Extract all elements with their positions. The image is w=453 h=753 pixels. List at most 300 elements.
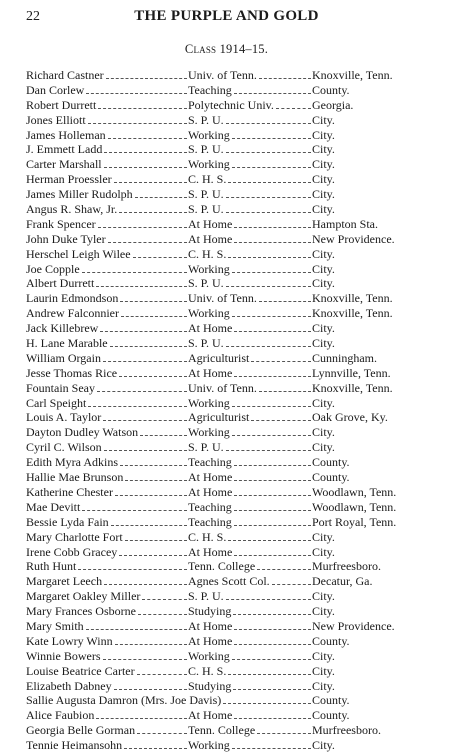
student-location-cell	[312, 306, 446, 321]
dot-leader	[125, 480, 187, 481]
student-location: New Providence.	[312, 231, 395, 246]
student-occupation: Polytechnic Univ.	[188, 97, 274, 112]
dot-leader	[119, 376, 187, 377]
student-name-cell	[26, 738, 188, 753]
student-location: City.	[312, 440, 335, 455]
roster-entry	[26, 649, 446, 664]
student-location-cell	[312, 634, 446, 649]
dot-leader	[104, 152, 187, 153]
student-name-cell	[26, 470, 188, 485]
roster-entry	[26, 381, 446, 396]
student-name-cell	[26, 440, 188, 455]
student-occupation: Univ. of Tenn.	[188, 291, 257, 306]
student-occupation-cell	[188, 247, 312, 262]
student-name: Dan Corlew	[26, 82, 85, 97]
student-location-cell	[312, 381, 446, 396]
roster-entry	[26, 172, 446, 187]
student-location: City.	[312, 187, 335, 202]
student-occupation: C. H. S.	[188, 663, 227, 678]
roster-entry	[26, 291, 446, 306]
roster-entry	[26, 262, 446, 277]
dot-leader	[106, 78, 187, 79]
student-name-cell	[26, 157, 188, 172]
dot-leader	[142, 599, 187, 600]
student-location-cell	[312, 574, 446, 589]
student-occupation: Working	[188, 306, 230, 321]
student-name-cell	[26, 306, 188, 321]
dot-leader	[272, 584, 311, 585]
student-name-cell	[26, 113, 188, 128]
student-occupation-cell	[188, 217, 312, 232]
student-location: City.	[312, 112, 335, 127]
dot-leader	[114, 689, 187, 690]
student-occupation-cell	[188, 604, 312, 619]
dot-leader	[226, 286, 311, 287]
dot-leader	[251, 420, 311, 421]
student-occupation-cell	[188, 381, 312, 396]
student-name-cell	[26, 83, 188, 98]
dot-leader	[232, 138, 311, 139]
student-occupation: Agriculturist	[188, 410, 250, 425]
student-location-cell	[312, 276, 446, 291]
dot-leader	[257, 569, 311, 570]
roster-entry	[26, 530, 446, 545]
student-occupation-cell	[188, 142, 312, 157]
student-name: Edith Myra Adkins	[26, 455, 118, 470]
class-heading: Class 1914–15.	[184, 42, 269, 56]
student-location-cell	[312, 83, 446, 98]
student-name-cell	[26, 142, 188, 157]
student-location-cell	[312, 530, 446, 545]
dot-leader	[232, 316, 311, 317]
roster-entry	[26, 321, 446, 336]
student-location-cell	[312, 440, 446, 455]
dot-leader	[115, 495, 187, 496]
student-location: Murfreesboro.	[312, 723, 381, 738]
roster-entry	[26, 500, 446, 515]
roster-entry	[26, 113, 446, 128]
student-occupation-cell	[188, 574, 312, 589]
dot-leader	[226, 123, 311, 124]
student-location: City.	[312, 261, 335, 276]
student-occupation-cell	[188, 113, 312, 128]
student-name: Dayton Dudley Watson	[26, 425, 139, 440]
student-name: Carl Speight	[26, 395, 87, 410]
dot-leader	[232, 272, 311, 273]
student-occupation-cell	[188, 306, 312, 321]
student-location: Lynnville, Tenn.	[312, 365, 391, 380]
student-name: Ruth Hunt	[26, 559, 77, 574]
roster-entry	[26, 142, 446, 157]
student-name: John Duke Tyler	[26, 231, 106, 246]
student-name: H. Lane Marable	[26, 336, 108, 351]
dot-leader	[100, 331, 187, 332]
student-name-cell	[26, 172, 188, 187]
dot-leader	[137, 733, 187, 734]
student-occupation: S. P. U.	[188, 440, 224, 455]
dot-leader	[226, 197, 311, 198]
class-roster	[26, 68, 446, 753]
dot-leader	[226, 212, 311, 213]
student-name-cell	[26, 708, 188, 723]
student-name-cell	[26, 723, 188, 738]
student-occupation-cell	[188, 664, 312, 679]
student-location: City.	[312, 589, 335, 604]
roster-entry	[26, 723, 446, 738]
dot-leader	[228, 182, 311, 183]
student-occupation: Studying	[188, 604, 232, 619]
student-occupation: Studying	[188, 678, 232, 693]
student-location: Knoxville, Tenn.	[312, 306, 393, 321]
dot-leader	[140, 435, 187, 436]
roster-entry	[26, 128, 446, 143]
student-occupation: Univ. of Tenn.	[188, 380, 257, 395]
student-location: City.	[312, 395, 335, 410]
student-name: Bessie Lyda Fain	[26, 514, 109, 529]
dot-leader	[234, 93, 311, 94]
student-location-cell	[312, 515, 446, 530]
student-name-cell	[26, 664, 188, 679]
student-name-cell	[26, 336, 188, 351]
student-name: Mary Smith	[26, 618, 84, 633]
dot-leader	[234, 227, 311, 228]
student-name: Fountain Seay	[26, 380, 95, 395]
student-name: Richard Castner	[26, 68, 104, 82]
student-name-cell	[26, 247, 188, 262]
student-name: Carter Marshall	[26, 157, 102, 172]
student-name-cell	[26, 604, 188, 619]
student-location-cell	[312, 172, 446, 187]
student-occupation: Teaching	[188, 455, 232, 470]
student-name: Andrew Falconnier	[26, 306, 119, 321]
student-name: Jesse Thomas Rice	[26, 365, 118, 380]
student-occupation-cell	[188, 634, 312, 649]
student-name-cell	[26, 679, 188, 694]
student-location: New Providence.	[312, 618, 395, 633]
roster-entry	[26, 619, 446, 634]
student-occupation-cell	[188, 202, 312, 217]
roster-entry	[26, 559, 446, 574]
roster-entry	[26, 515, 446, 530]
dot-leader	[233, 614, 311, 615]
student-location-cell	[312, 247, 446, 262]
student-location-cell	[312, 470, 446, 485]
student-occupation: Working	[188, 648, 230, 663]
student-location: City.	[312, 678, 335, 693]
student-occupation-cell	[188, 187, 312, 202]
dot-leader	[120, 301, 187, 302]
student-name-cell	[26, 559, 188, 574]
dot-leader	[98, 227, 187, 228]
student-location: City.	[312, 142, 335, 157]
student-location-cell	[312, 262, 446, 277]
student-location-cell	[312, 202, 446, 217]
dot-leader	[223, 703, 311, 704]
dot-leader	[232, 748, 311, 749]
dot-leader	[114, 182, 187, 183]
student-occupation-cell	[188, 455, 312, 470]
dot-leader	[121, 316, 187, 317]
student-location: Woodlawn, Tenn.	[312, 499, 397, 514]
dot-leader	[137, 674, 187, 675]
dot-leader	[115, 644, 187, 645]
student-name: Jones Elliott	[26, 112, 86, 127]
student-name: Angus R. Shaw, Jr.	[26, 202, 118, 217]
dot-leader	[82, 272, 187, 273]
roster-entry	[26, 589, 446, 604]
dot-leader	[104, 450, 187, 451]
dot-leader	[234, 376, 311, 377]
dot-leader	[232, 659, 311, 660]
dot-leader	[119, 212, 187, 213]
student-name: Cyril C. Wilson	[26, 440, 102, 455]
student-occupation-cell	[188, 68, 312, 83]
student-name: Jack Killebrew	[26, 321, 99, 336]
student-location-cell	[312, 649, 446, 664]
student-name: J. Emmett Ladd	[26, 142, 103, 157]
dot-leader	[88, 123, 187, 124]
dot-leader	[234, 644, 311, 645]
dot-leader	[110, 346, 187, 347]
student-occupation: Working	[188, 425, 230, 440]
student-occupation: Univ. of Tenn.	[188, 68, 257, 82]
student-occupation: At Home	[188, 216, 233, 231]
student-occupation-cell	[188, 708, 312, 723]
student-occupation: S. P. U.	[188, 276, 224, 291]
student-location: City.	[312, 663, 335, 678]
student-occupation: At Home	[188, 231, 233, 246]
dot-leader	[234, 525, 311, 526]
dot-leader	[232, 167, 311, 168]
student-location: City.	[312, 276, 335, 291]
student-name: Mae Devitt	[26, 499, 81, 514]
student-occupation-cell	[188, 619, 312, 634]
student-location: Knoxville, Tenn.	[312, 68, 393, 82]
student-location: Woodlawn, Tenn.	[312, 484, 397, 499]
dot-leader	[103, 420, 187, 421]
dot-leader	[226, 346, 311, 347]
student-occupation: At Home	[188, 708, 233, 723]
student-location-cell	[312, 425, 446, 440]
student-name: Margaret Leech	[26, 574, 103, 589]
student-name: Sallie Augusta Damron (Mrs. Joe Davis)	[26, 693, 222, 708]
student-location: City.	[312, 127, 335, 142]
student-location-cell	[312, 142, 446, 157]
student-name: Herschel Leigh Wilee	[26, 246, 131, 261]
student-name-cell	[26, 693, 312, 708]
student-name-cell	[26, 396, 188, 411]
student-occupation: S. P. U.	[188, 336, 224, 351]
student-name: Alice Faubion	[26, 708, 95, 723]
student-name: Herman Proessler	[26, 172, 112, 187]
student-name: Frank Spencer	[26, 216, 96, 231]
student-occupation-cell	[188, 500, 312, 515]
student-occupation: Teaching	[188, 82, 232, 97]
student-occupation-cell	[188, 589, 312, 604]
dot-leader	[124, 748, 187, 749]
student-location-cell	[312, 455, 446, 470]
student-location-cell	[312, 321, 446, 336]
student-location: City.	[312, 321, 335, 336]
student-location: City.	[312, 246, 335, 261]
roster-entry	[26, 693, 446, 708]
roster-entry	[26, 708, 446, 723]
student-name-cell	[26, 545, 188, 560]
student-occupation: Tenn. College	[188, 723, 256, 738]
dot-leader	[234, 465, 311, 466]
student-name-cell	[26, 381, 188, 396]
dot-leader	[96, 286, 187, 287]
dot-leader	[120, 465, 187, 466]
student-location-cell	[312, 396, 446, 411]
student-name-cell	[26, 530, 188, 545]
student-occupation: Working	[188, 738, 230, 753]
student-location: City.	[312, 738, 335, 753]
student-name: Mary Frances Osborne	[26, 604, 136, 619]
student-name-cell	[26, 425, 188, 440]
roster-entry	[26, 634, 446, 649]
student-location-cell	[312, 217, 446, 232]
student-name: Irene Cobb Gracey	[26, 544, 118, 559]
student-occupation-cell	[188, 530, 312, 545]
student-name: Hallie Mae Brunson	[26, 470, 124, 485]
student-name-cell	[26, 98, 188, 113]
student-location: Georgia.	[312, 97, 354, 112]
roster-entry	[26, 410, 446, 425]
dot-leader	[119, 555, 187, 556]
student-location-cell	[312, 157, 446, 172]
student-occupation: At Home	[188, 484, 233, 499]
roster-entry	[26, 247, 446, 262]
dot-leader	[232, 406, 311, 407]
student-occupation-cell	[188, 410, 312, 425]
student-location: City.	[312, 425, 335, 440]
roster-entry	[26, 157, 446, 172]
dot-leader	[133, 257, 187, 258]
student-occupation-cell	[188, 649, 312, 664]
student-occupation-cell	[188, 336, 312, 351]
roster-entry	[26, 306, 446, 321]
roster-entry	[26, 202, 446, 217]
student-location-cell	[312, 559, 446, 574]
student-location: Hampton Sta.	[312, 216, 378, 231]
dot-leader	[125, 540, 187, 541]
roster-entry	[26, 336, 446, 351]
student-name-cell	[26, 217, 188, 232]
student-occupation: At Home	[188, 618, 233, 633]
dot-leader	[226, 599, 311, 600]
roster-entry	[26, 574, 446, 589]
student-location-cell	[312, 68, 446, 83]
student-occupation-cell	[188, 545, 312, 560]
student-occupation: C. H. S.	[188, 246, 227, 261]
dot-leader	[78, 569, 187, 570]
student-name-cell	[26, 68, 188, 83]
roster-entry	[26, 396, 446, 411]
dot-leader	[234, 510, 311, 511]
student-location-cell	[312, 664, 446, 679]
student-location: City.	[312, 544, 335, 559]
dot-leader	[86, 93, 187, 94]
student-name: Mary Charlotte Fort	[26, 529, 123, 544]
dot-leader	[228, 674, 311, 675]
student-occupation: At Home	[188, 470, 233, 485]
student-location: City.	[312, 336, 335, 351]
roster-entry	[26, 470, 446, 485]
student-occupation: Working	[188, 395, 230, 410]
student-name-cell	[26, 649, 188, 664]
roster-entry	[26, 425, 446, 440]
student-location: Knoxville, Tenn.	[312, 291, 393, 306]
student-name-cell	[26, 500, 188, 515]
student-location-cell	[312, 351, 446, 366]
student-name: Laurin Edmondson	[26, 291, 119, 306]
student-occupation: Agnes Scott Col.	[188, 574, 270, 589]
student-name: Katherine Chester	[26, 484, 113, 499]
student-occupation-cell	[188, 396, 312, 411]
dot-leader	[88, 406, 187, 407]
student-name-cell	[26, 515, 188, 530]
student-occupation-cell	[188, 321, 312, 336]
dot-leader	[98, 108, 187, 109]
student-location-cell	[312, 113, 446, 128]
roster-entry	[26, 366, 446, 381]
dot-leader	[228, 257, 311, 258]
dot-leader	[103, 361, 187, 362]
roster-entry	[26, 68, 446, 83]
roster-entry	[26, 664, 446, 679]
dot-leader	[234, 480, 311, 481]
student-occupation-cell	[188, 232, 312, 247]
student-occupation-cell	[188, 559, 312, 574]
student-name-cell	[26, 291, 188, 306]
student-name-cell	[26, 262, 188, 277]
student-name-cell	[26, 351, 188, 366]
roster-entry	[26, 679, 446, 694]
student-occupation-cell	[188, 157, 312, 172]
student-location-cell	[312, 128, 446, 143]
student-occupation: At Home	[188, 321, 233, 336]
student-location: County.	[312, 470, 350, 485]
student-location: County.	[312, 693, 350, 708]
student-location: City.	[312, 172, 335, 187]
student-occupation: Working	[188, 157, 230, 172]
student-occupation: At Home	[188, 365, 233, 380]
student-occupation-cell	[188, 351, 312, 366]
student-name-cell	[26, 187, 188, 202]
student-occupation-cell	[188, 738, 312, 753]
student-occupation: S. P. U.	[188, 202, 224, 217]
student-occupation-cell	[188, 98, 312, 113]
student-location-cell	[312, 98, 446, 113]
roster-entry	[26, 187, 446, 202]
student-occupation-cell	[188, 366, 312, 381]
student-name: William Orgain	[26, 350, 101, 365]
student-location-cell	[312, 619, 446, 634]
student-occupation: S. P. U.	[188, 187, 224, 202]
dot-leader	[135, 197, 187, 198]
student-name-cell	[26, 574, 188, 589]
student-location: County.	[312, 82, 350, 97]
student-name-cell	[26, 410, 188, 425]
dot-leader	[103, 659, 187, 660]
dot-leader	[226, 152, 311, 153]
dot-leader	[228, 540, 311, 541]
student-name: Kate Lowry Winn	[26, 633, 113, 648]
student-name-cell	[26, 455, 188, 470]
dot-leader	[226, 450, 311, 451]
student-location: Cunningham.	[312, 350, 377, 365]
